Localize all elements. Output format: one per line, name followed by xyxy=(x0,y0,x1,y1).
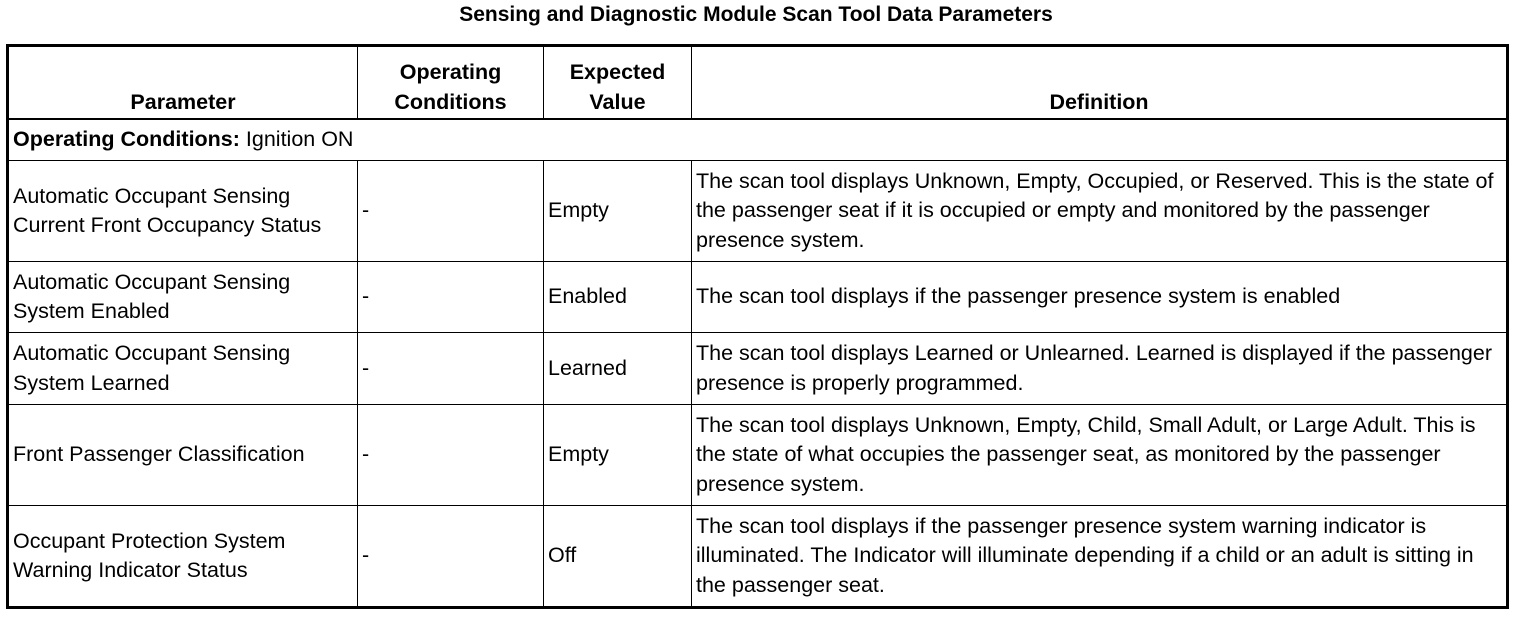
header-expected-value: Expected Value xyxy=(544,46,692,120)
cell-parameter: Automatic Occupant Sensing Current Front Occupancy Status xyxy=(8,161,358,262)
section-value: Ignition ON xyxy=(239,127,354,152)
section-row xyxy=(8,119,1508,161)
cell-definition: The scan tool displays if the passenger presence system warning indicator is illuminated. The Indicator will illuminate depending if a child or an adult is sitting in the passenger seat. xyxy=(692,506,1508,608)
cell-expected-value: Enabled xyxy=(544,262,692,333)
document-title: Sensing and Diagnostic Module Scan Tool Data Parameters xyxy=(459,3,1053,26)
scan-tool-parameters-table xyxy=(6,44,1509,609)
cell-definition: The scan tool displays Learned or Unlearned. Learned is displayed if the passenger presence is properly programmed. xyxy=(692,333,1508,405)
cell-operating-conditions: - xyxy=(358,506,544,608)
header-parameter: Parameter xyxy=(8,46,358,120)
table-row xyxy=(8,161,1508,262)
cell-expected-value: Off xyxy=(544,506,692,608)
cell-definition: The scan tool displays if the passenger presence system is enabled xyxy=(692,262,1508,333)
cell-expected-value: Empty xyxy=(544,161,692,262)
cell-parameter: Automatic Occupant Sensing System Enabled xyxy=(8,262,358,333)
cell-operating-conditions: - xyxy=(358,161,544,262)
section-label: Operating Conditions: xyxy=(13,127,240,152)
header-definition: Definition xyxy=(692,46,1508,120)
table-row xyxy=(8,333,1508,405)
table-row xyxy=(8,506,1508,608)
cell-parameter: Automatic Occupant Sensing System Learned xyxy=(8,333,358,405)
cell-definition: The scan tool displays Unknown, Empty, Child, Small Adult, or Large Adult. This is the state of what occupies the passenger seat, as monitored by the passenger presence system. xyxy=(692,405,1508,506)
cell-operating-conditions: - xyxy=(358,405,544,506)
cell-expected-value: Learned xyxy=(544,333,692,405)
header-operating-conditions: Operating Conditions xyxy=(358,46,544,120)
cell-operating-conditions: - xyxy=(358,262,544,333)
cell-expected-value: Empty xyxy=(544,405,692,506)
cell-parameter: Occupant Protection System Warning Indicator Status xyxy=(8,506,358,608)
cell-parameter: Front Passenger Classification xyxy=(8,405,358,506)
table-row xyxy=(8,405,1508,506)
table-header-row xyxy=(8,46,1508,120)
section-cell xyxy=(8,119,1508,161)
table-row xyxy=(8,262,1508,333)
cell-definition: The scan tool displays Unknown, Empty, Occupied, or Reserved. This is the state of the passenger seat if it is occupied or empty and monitored by the passenger presence system. xyxy=(692,161,1508,262)
cell-operating-conditions: - xyxy=(358,333,544,405)
